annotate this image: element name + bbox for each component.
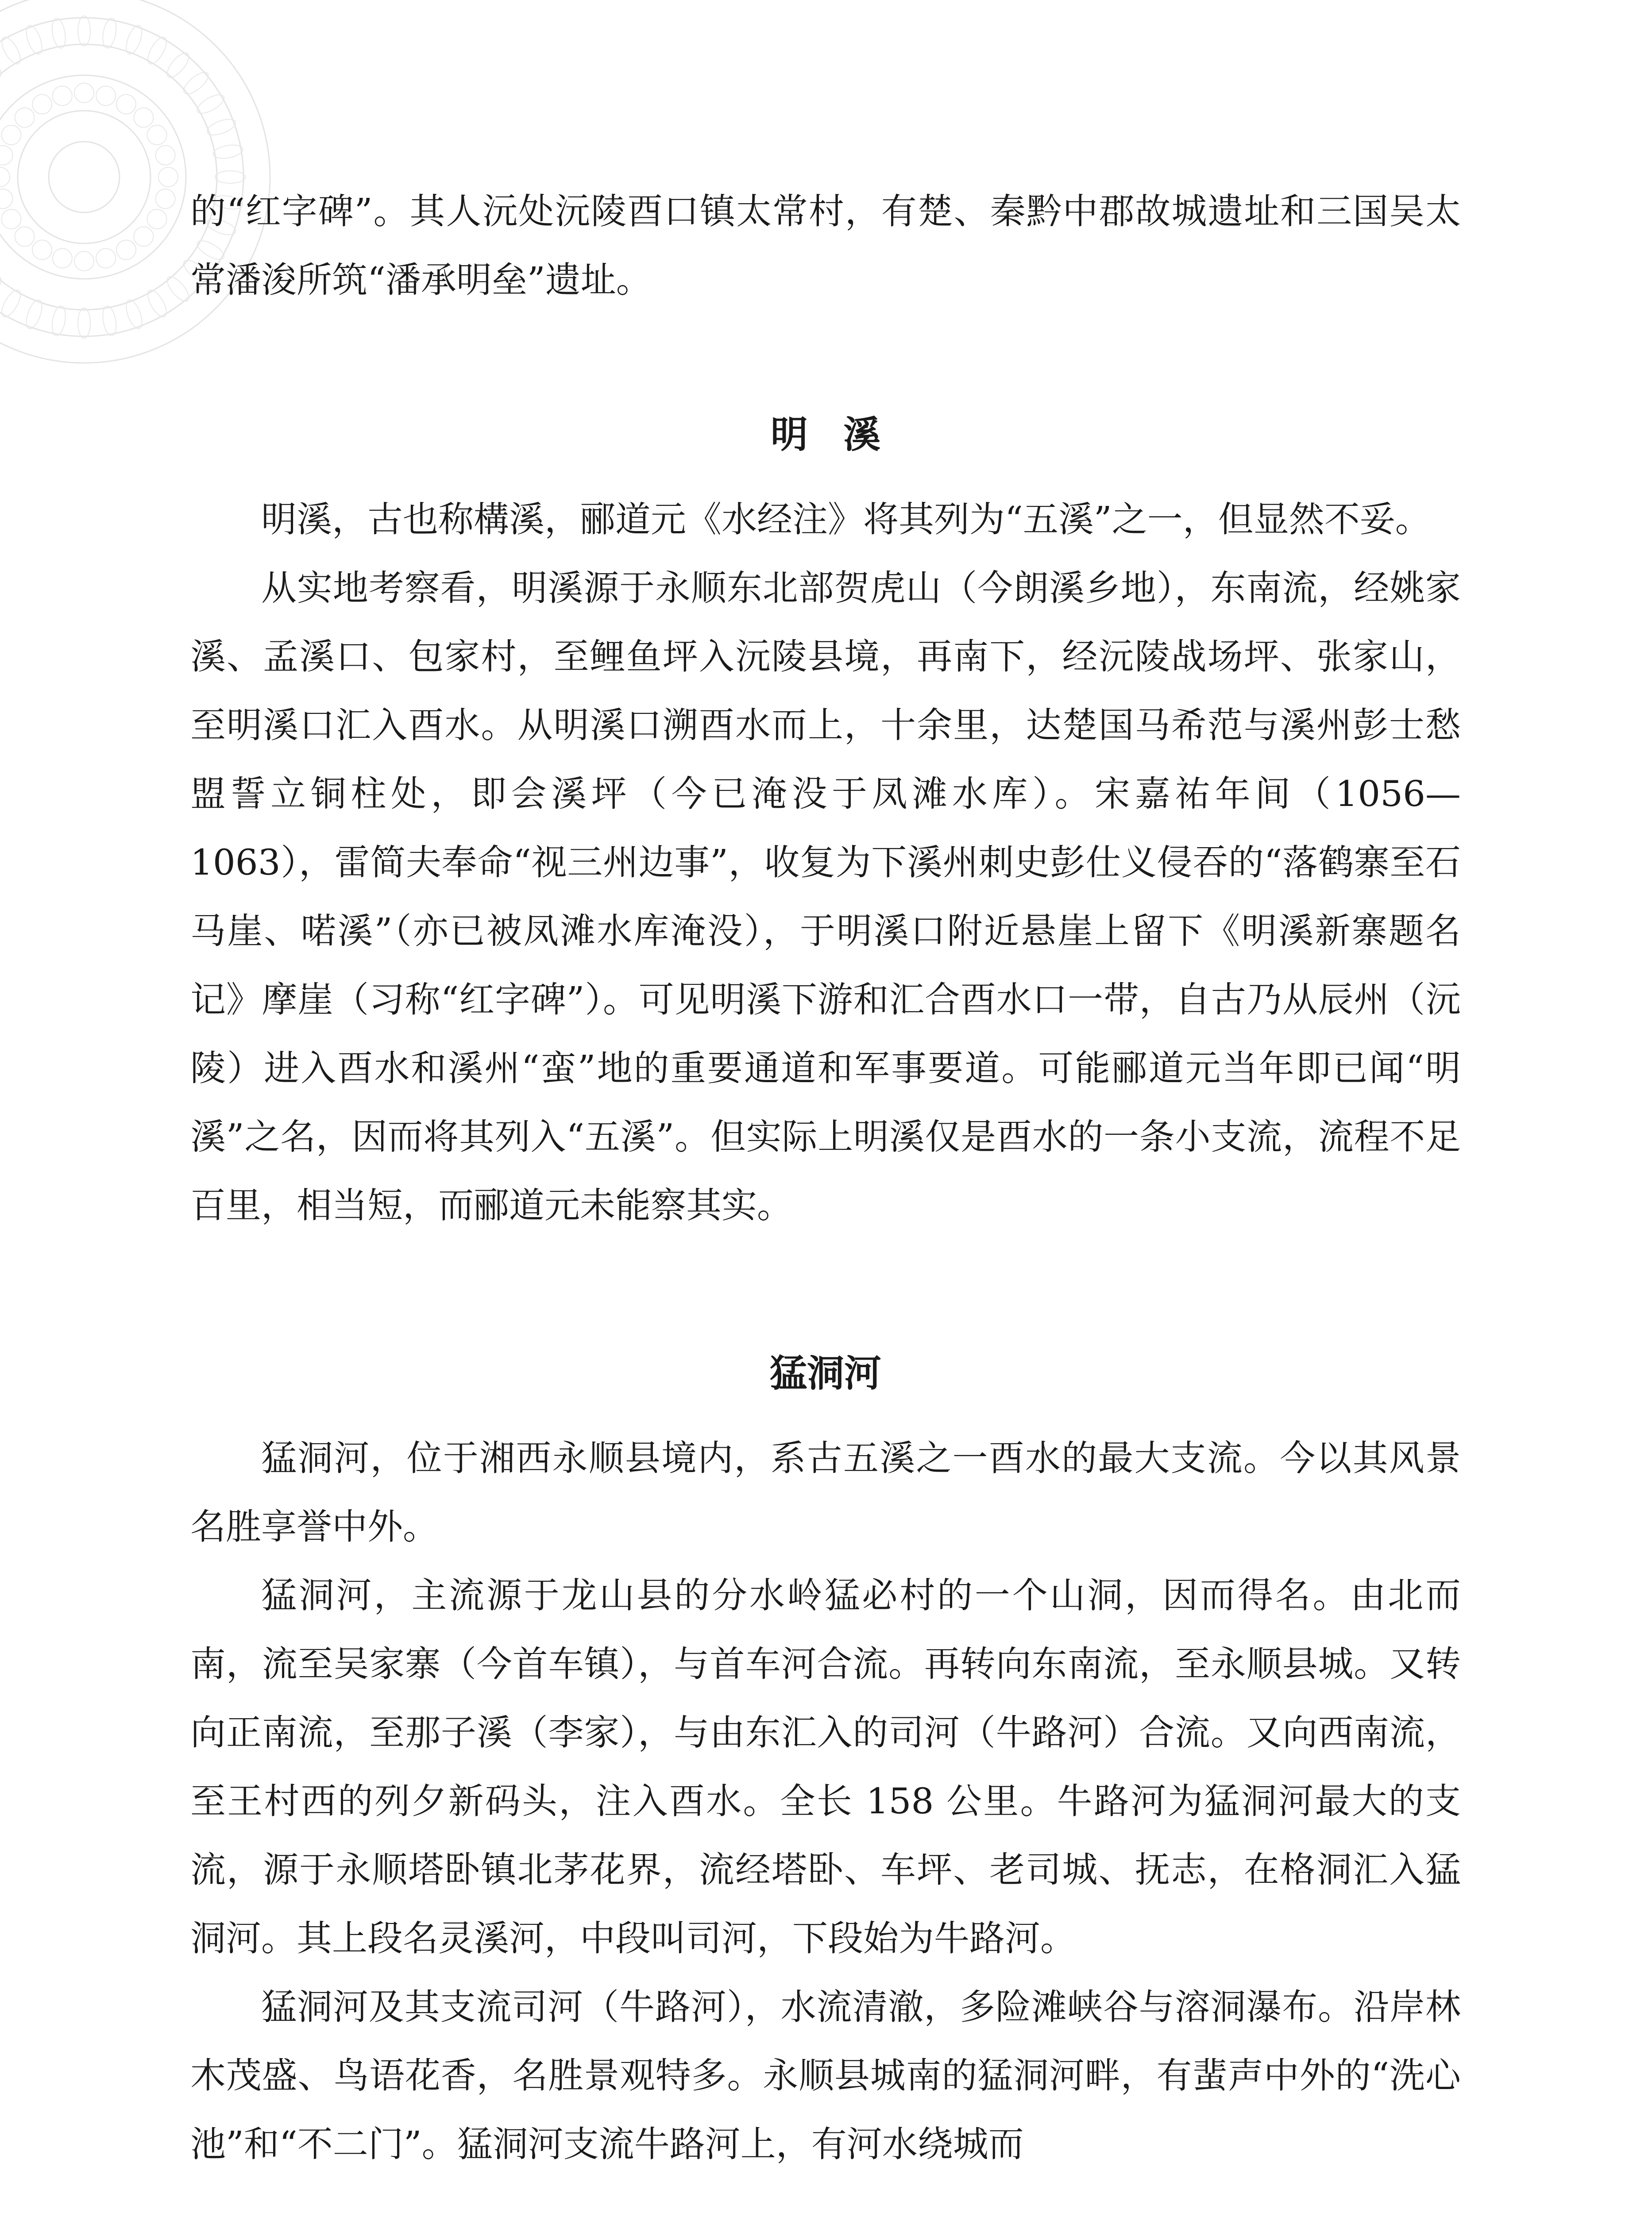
ornament-dot xyxy=(156,189,175,208)
ornament-petal xyxy=(164,274,193,305)
ornament-dot xyxy=(0,146,12,165)
ornament-dot xyxy=(53,86,72,105)
ornament-petal xyxy=(23,23,45,56)
ornament-dot xyxy=(74,83,94,103)
ornament-petal xyxy=(50,17,67,49)
ornament-dot xyxy=(1,125,21,145)
ornament-dot xyxy=(0,189,12,208)
ornament-petal xyxy=(50,305,67,337)
ornament-petal xyxy=(144,287,170,320)
section-heading-mengdonghe: 猛洞河 xyxy=(769,1352,881,1395)
ornament-petal xyxy=(101,17,118,49)
top-paragraph: 的“红字碑”。其人沅处沅陵酉口镇太常村，有楚、秦黔中郡故城遗址和三国吴太常潘浚所筑“潘承明垒”遗址。 xyxy=(190,191,1461,301)
ornament-petal xyxy=(123,298,145,330)
ornament-dot xyxy=(134,108,153,127)
ornament-dot xyxy=(74,251,94,271)
ornament-dot xyxy=(158,167,178,187)
ornament-petal xyxy=(78,16,90,46)
section-heading-mingxi: 明溪 xyxy=(770,413,916,456)
ornament-petal xyxy=(194,91,227,117)
ornament-dot xyxy=(116,94,136,114)
page-body xyxy=(190,177,1461,2178)
ornament-dot xyxy=(32,240,52,260)
paragraph: 明溪，古也称構溪，郦道元《水经注》将其列为“五溪”之一，但显然不妥。 xyxy=(261,499,1431,540)
ornament-dot xyxy=(15,108,35,127)
ornament-dot xyxy=(0,167,10,187)
ornament-petal xyxy=(181,69,212,97)
ornament-petal xyxy=(23,298,45,330)
paragraph: 猛洞河及其支流司河（牛路河），水流清澈，多险滩峡谷与溶洞瀑布。沿岸林木茂盛、鸟语花香，名胜景观特多。永顺县城南的猛洞河畔，有蜚声中外的“洗心池”和“不二门”。猛洞河支流牛路河上，有河水绕城而 xyxy=(190,1986,1461,2165)
ornament-dot xyxy=(53,249,72,268)
ornament-petal xyxy=(101,305,118,337)
ornament-petal xyxy=(78,308,90,338)
book-title xyxy=(252,2206,486,2213)
paragraph: 猛洞河，主流源于龙山县的分水岭猛必村的一个山洞，因而得名。由北而南，流至吴家寨（今首车镇），与首车河合流。再转向东南流，至永顺县城。又转向正南流，至那子溪（李家），与由东汇入的司河（牛路河）合流。又向西南流，至王村西的列夕新码头，注入酉水。全长 158 公里。牛路河为猛洞河最大的支流，源于永顺塔卧镇北茅花界，流经塔卧、车坪、老司城、抚志，在格洞汇入猛洞河。其上段名灵溪河，中段叫司河，下段始为牛路河。 xyxy=(190,1575,1461,1959)
ornament-petal xyxy=(0,50,4,81)
ornament-dot xyxy=(156,146,175,165)
ornament-dot xyxy=(116,240,136,260)
paragraph: 猛洞河，位于湘西永顺县境内，系古五溪之一酉水的最大支流。今以其风景名胜享誉中外。 xyxy=(190,1438,1461,1547)
ornament-petal xyxy=(0,274,4,305)
ornament-dot xyxy=(15,227,35,246)
ornament-dot xyxy=(147,125,167,145)
ornament-dot xyxy=(147,209,167,229)
page-footer xyxy=(177,2206,486,2213)
ornament-dot xyxy=(134,227,153,246)
ornament-petal xyxy=(144,35,170,67)
ornament-petal xyxy=(212,143,244,160)
ornament-petal xyxy=(205,116,237,138)
paragraph: 从实地考察看，明溪源于永顺东北部贺虎山（今朗溪乡地），东南流，经姚家溪、孟溪口、包家村，至鲤鱼坪入沅陵县境，再南下，经沅陵战场坪、张家山，至明溪口汇入酉水。从明溪口溯酉水而上，十余里，达楚国马希范与溪州彭士愁盟誓立铜柱处，即会溪坪（今已淹没于凤滩水库）。宋嘉祐年间（1056—1063），雷简夫奉命“视三州边事”，收复为下溪州刺史彭仕义侵吞的“落鹤寨至石马崖、喏溪”（亦已被凤滩水库淹没），于明溪口附近悬崖上留下《明溪新寨题名记》摩崖（习称“红字碑”）。可见明溪下游和汇合酉水口一带，自古乃从辰州（沅陵）进入酉水和溪州“蛮”地的重要通道和军事要道。可能郦道元当年即已闻“明溪”之名，因而将其列入“五溪”。但实际上明溪仅是酉水的一条小支流，流程不足百里，相当短，而郦道元未能察其实。 xyxy=(190,567,1461,1226)
ornament-petal xyxy=(164,50,193,81)
ornament-dot xyxy=(96,249,116,268)
ornament-dot xyxy=(96,86,116,105)
ornament-dot xyxy=(32,94,52,114)
ornament-petal xyxy=(123,23,145,56)
ornament-dot xyxy=(1,209,21,229)
